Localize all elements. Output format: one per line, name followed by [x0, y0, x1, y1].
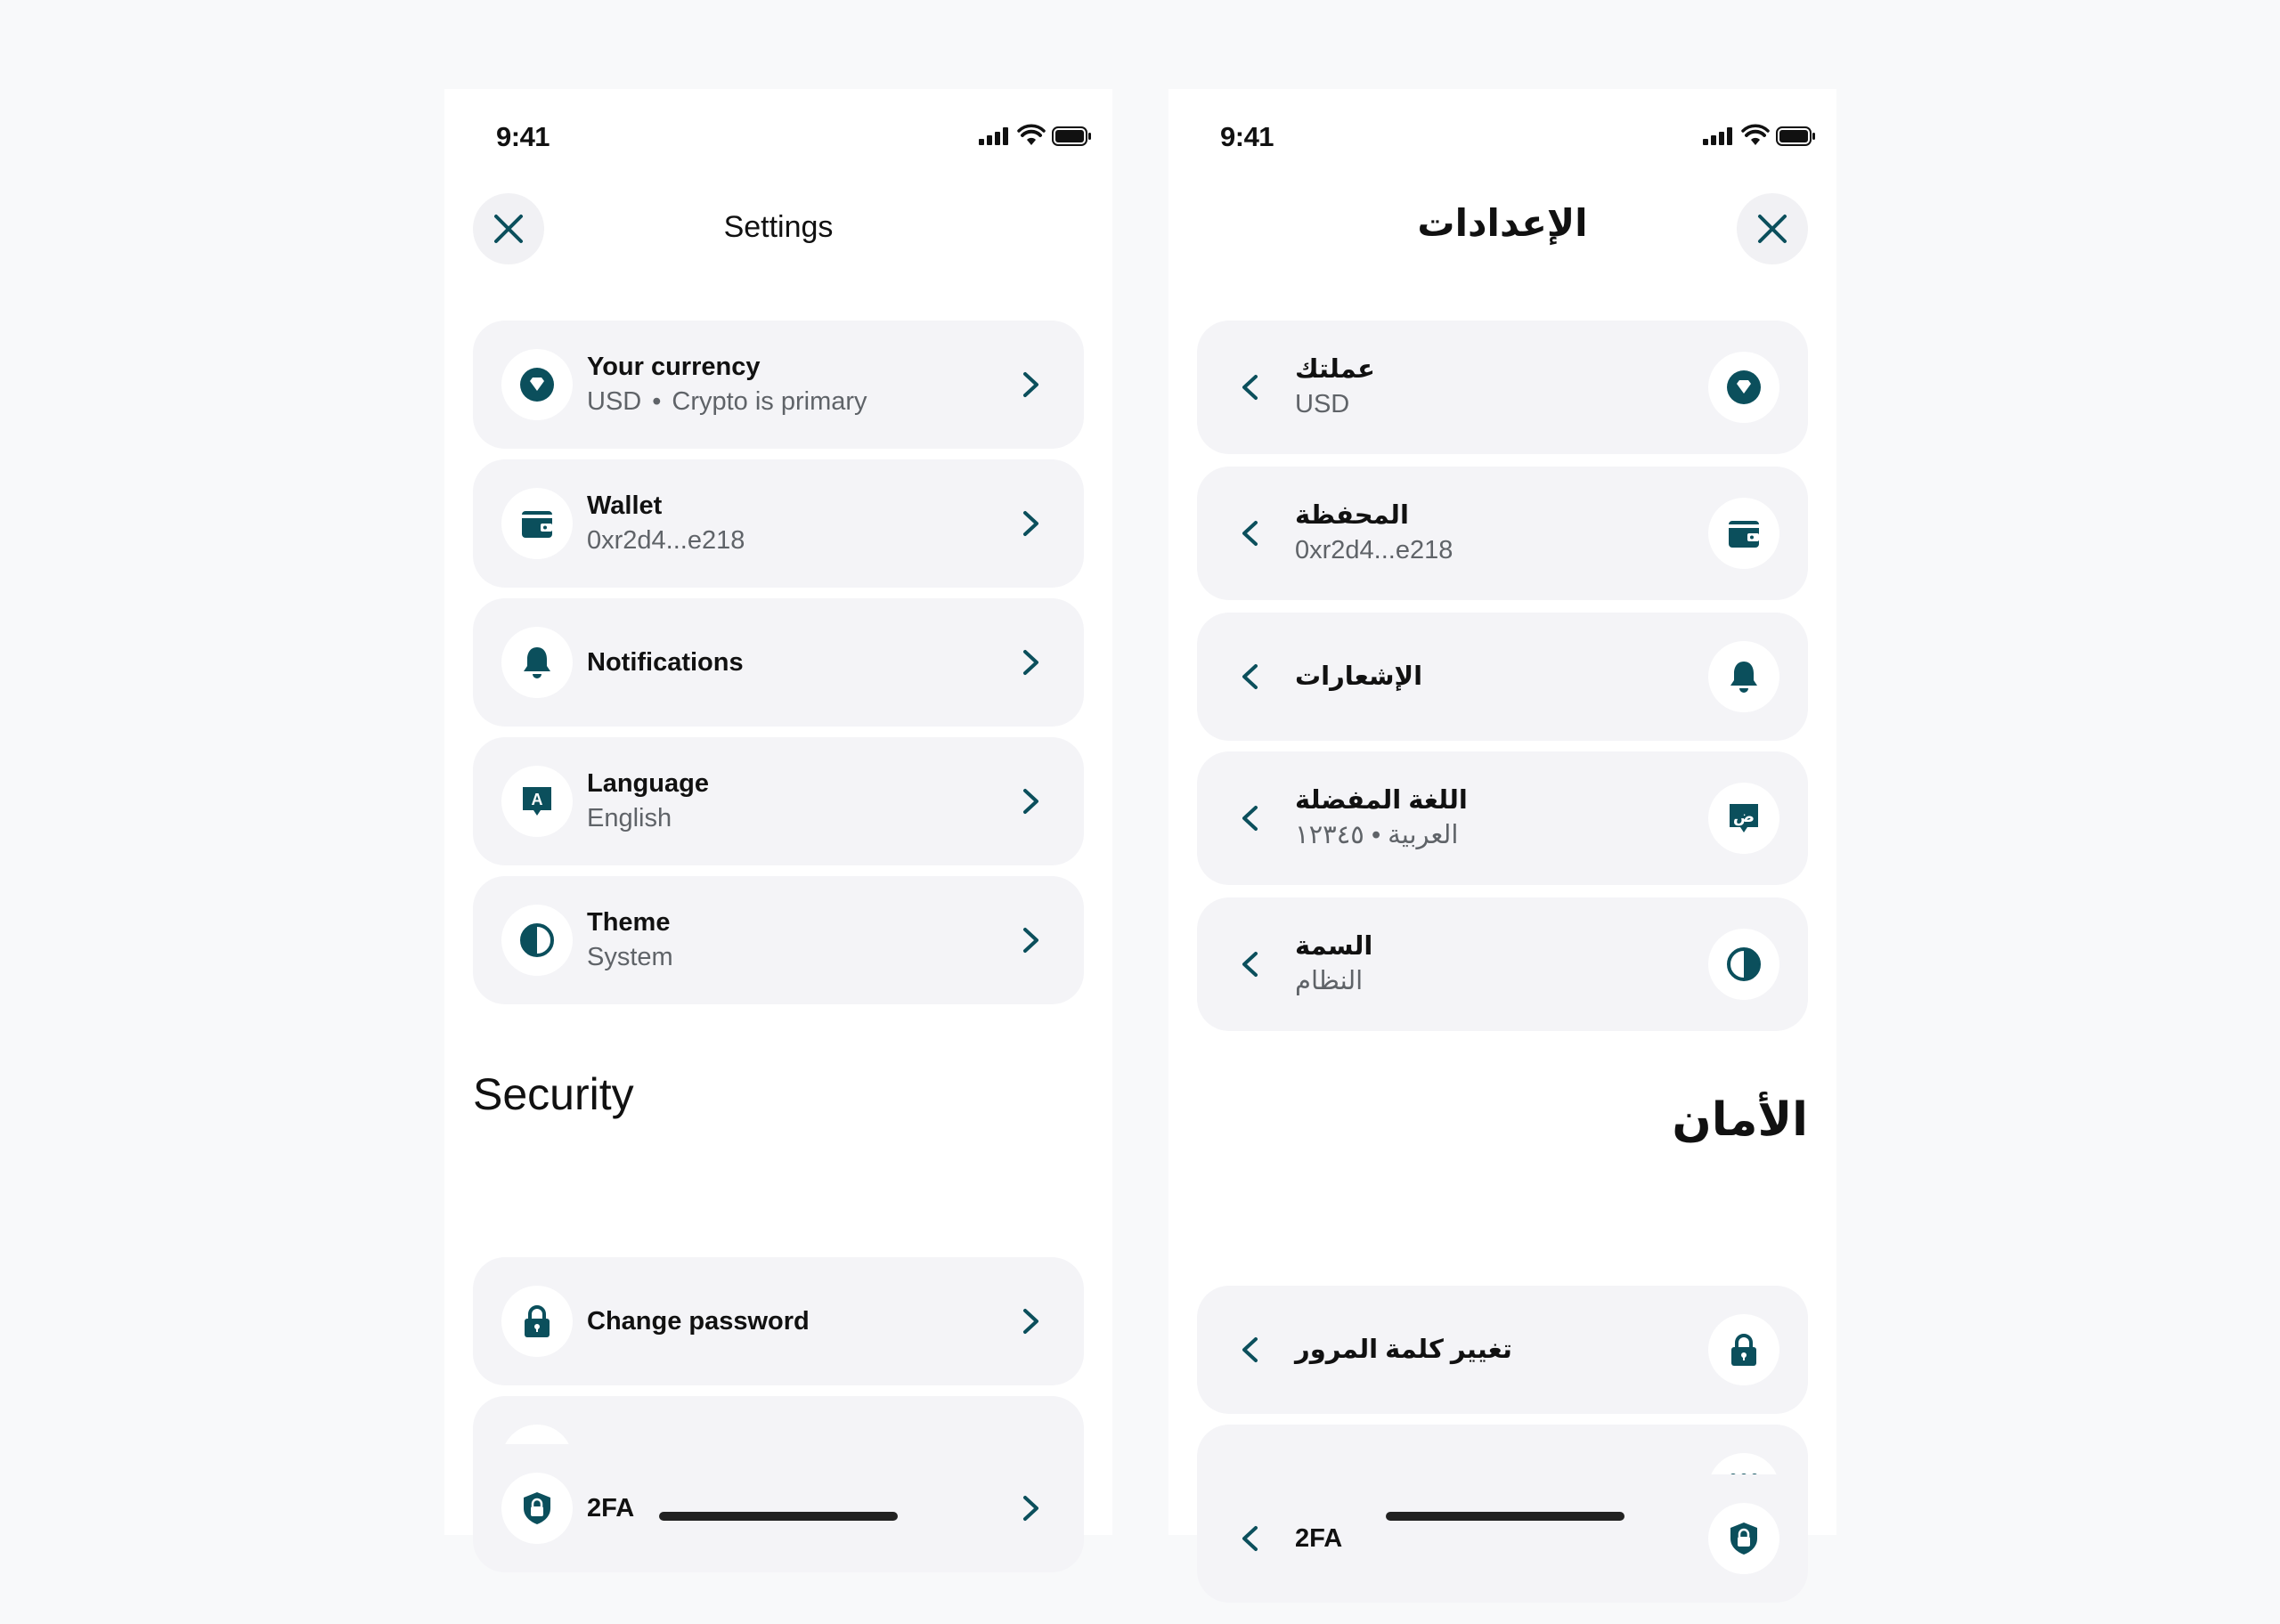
item-title: الإشعارات: [1295, 662, 1423, 691]
settings-item-language[interactable]: [1197, 751, 1808, 885]
settings-item-2fa[interactable]: [473, 1444, 1084, 1572]
settings-item-currency[interactable]: [1197, 321, 1808, 454]
chevron-right-icon: [1013, 1490, 1048, 1526]
status-icons: [979, 126, 1091, 146]
signal-icon: [1703, 127, 1735, 145]
home-indicator: [1386, 1512, 1624, 1521]
diamond-icon: [501, 349, 573, 420]
item-subtitle: 0xr2d4...e218: [587, 526, 745, 555]
item-subtitle: العربية • ١٢٣٤٥: [1295, 821, 1459, 849]
chevron-left-icon: [1233, 800, 1268, 836]
chevron-left-icon: [1233, 1521, 1268, 1556]
chevron-right-icon: [1013, 506, 1048, 541]
item-subtitle: USD • Crypto is primary: [587, 387, 867, 416]
settings-screen-english: [444, 89, 1112, 1535]
item-subtitle: USD: [1295, 390, 1350, 418]
chevron-right-icon: [1013, 784, 1048, 819]
page-title: Settings: [723, 210, 834, 244]
settings-screen-arabic: [1168, 89, 1836, 1553]
settings-item-theme[interactable]: [1197, 897, 1808, 1031]
status-bar: [444, 89, 1112, 178]
diamond-icon: [1708, 352, 1779, 423]
chevron-right-icon: [1013, 367, 1048, 402]
language-icon: [1708, 783, 1779, 854]
section-title-security: Security: [473, 1069, 634, 1119]
chevron-left-icon: [1233, 1332, 1268, 1368]
shield-lock-icon: [501, 1473, 573, 1544]
lock-icon: [501, 1286, 573, 1357]
battery-icon: [1052, 126, 1091, 146]
language-icon: [501, 766, 573, 837]
item-title: Your currency: [587, 353, 761, 381]
wifi-icon: [1742, 126, 1769, 146]
settings-item-wallet[interactable]: [1197, 467, 1808, 600]
chevron-left-icon: [1233, 659, 1268, 694]
chevron-left-icon: [1233, 369, 1268, 405]
wallet-icon: [501, 488, 573, 559]
item-title: Change password: [587, 1307, 810, 1336]
shield-lock-icon: [1708, 1503, 1779, 1574]
item-title: 2FA: [1295, 1524, 1343, 1553]
settings-item-change-password[interactable]: [473, 1257, 1084, 1385]
item-subtitle: 0xr2d4...e218: [1295, 536, 1454, 564]
settings-list: [473, 321, 1084, 1535]
settings-item-language[interactable]: [473, 737, 1084, 865]
signal-icon: [979, 127, 1011, 145]
item-title: Wallet: [587, 491, 663, 520]
item-title: Theme: [587, 908, 671, 937]
item-title: عملتك: [1295, 355, 1375, 384]
home-indicator: [659, 1512, 898, 1521]
svg-text:A: A: [531, 791, 543, 808]
chevron-right-icon: [1013, 922, 1048, 958]
settings-list: [1197, 321, 1808, 1535]
page-title: الإعدادات: [1417, 202, 1588, 244]
wallet-icon: [1708, 498, 1779, 569]
status-time: 9:41: [1220, 121, 1274, 152]
settings-item-currency[interactable]: [473, 321, 1084, 449]
settings-item-wallet[interactable]: [473, 459, 1084, 588]
chevron-left-icon: [1233, 946, 1268, 982]
settings-item-notifications[interactable]: [473, 598, 1084, 727]
item-title: تغيير كلمة المرور: [1295, 1336, 1512, 1364]
item-title: السمة: [1295, 932, 1373, 961]
item-subtitle: System: [587, 943, 673, 971]
wifi-icon: [1018, 126, 1045, 146]
battery-icon: [1776, 126, 1815, 146]
item-title: Notifications: [587, 648, 744, 677]
chevron-right-icon: [1013, 1303, 1048, 1339]
settings-item-theme[interactable]: [473, 876, 1084, 1004]
lock-icon: [1708, 1314, 1779, 1385]
item-title: Language: [587, 769, 709, 798]
status-icons: [1703, 126, 1815, 146]
svg-text:ض: ض: [1732, 808, 1755, 826]
chevron-right-icon: [1013, 645, 1048, 680]
section-title-security: الأمان: [1672, 1094, 1808, 1146]
item-title: المحفظة: [1295, 501, 1409, 530]
item-subtitle: English: [587, 804, 672, 832]
item-title: اللغة المفضلة: [1295, 786, 1468, 815]
status-bar: [1168, 89, 1836, 178]
theme-icon: [1708, 929, 1779, 1000]
settings-item-notifications[interactable]: [1197, 613, 1808, 741]
bell-icon: [501, 627, 573, 698]
status-time: 9:41: [496, 121, 550, 152]
chevron-left-icon: [1233, 516, 1268, 551]
settings-item-change-password[interactable]: [1197, 1286, 1808, 1414]
item-subtitle: النظام: [1295, 967, 1364, 995]
item-title: 2FA: [587, 1494, 635, 1522]
theme-icon: [501, 905, 573, 976]
bell-icon: [1708, 641, 1779, 712]
settings-item-2fa[interactable]: [1197, 1474, 1808, 1603]
